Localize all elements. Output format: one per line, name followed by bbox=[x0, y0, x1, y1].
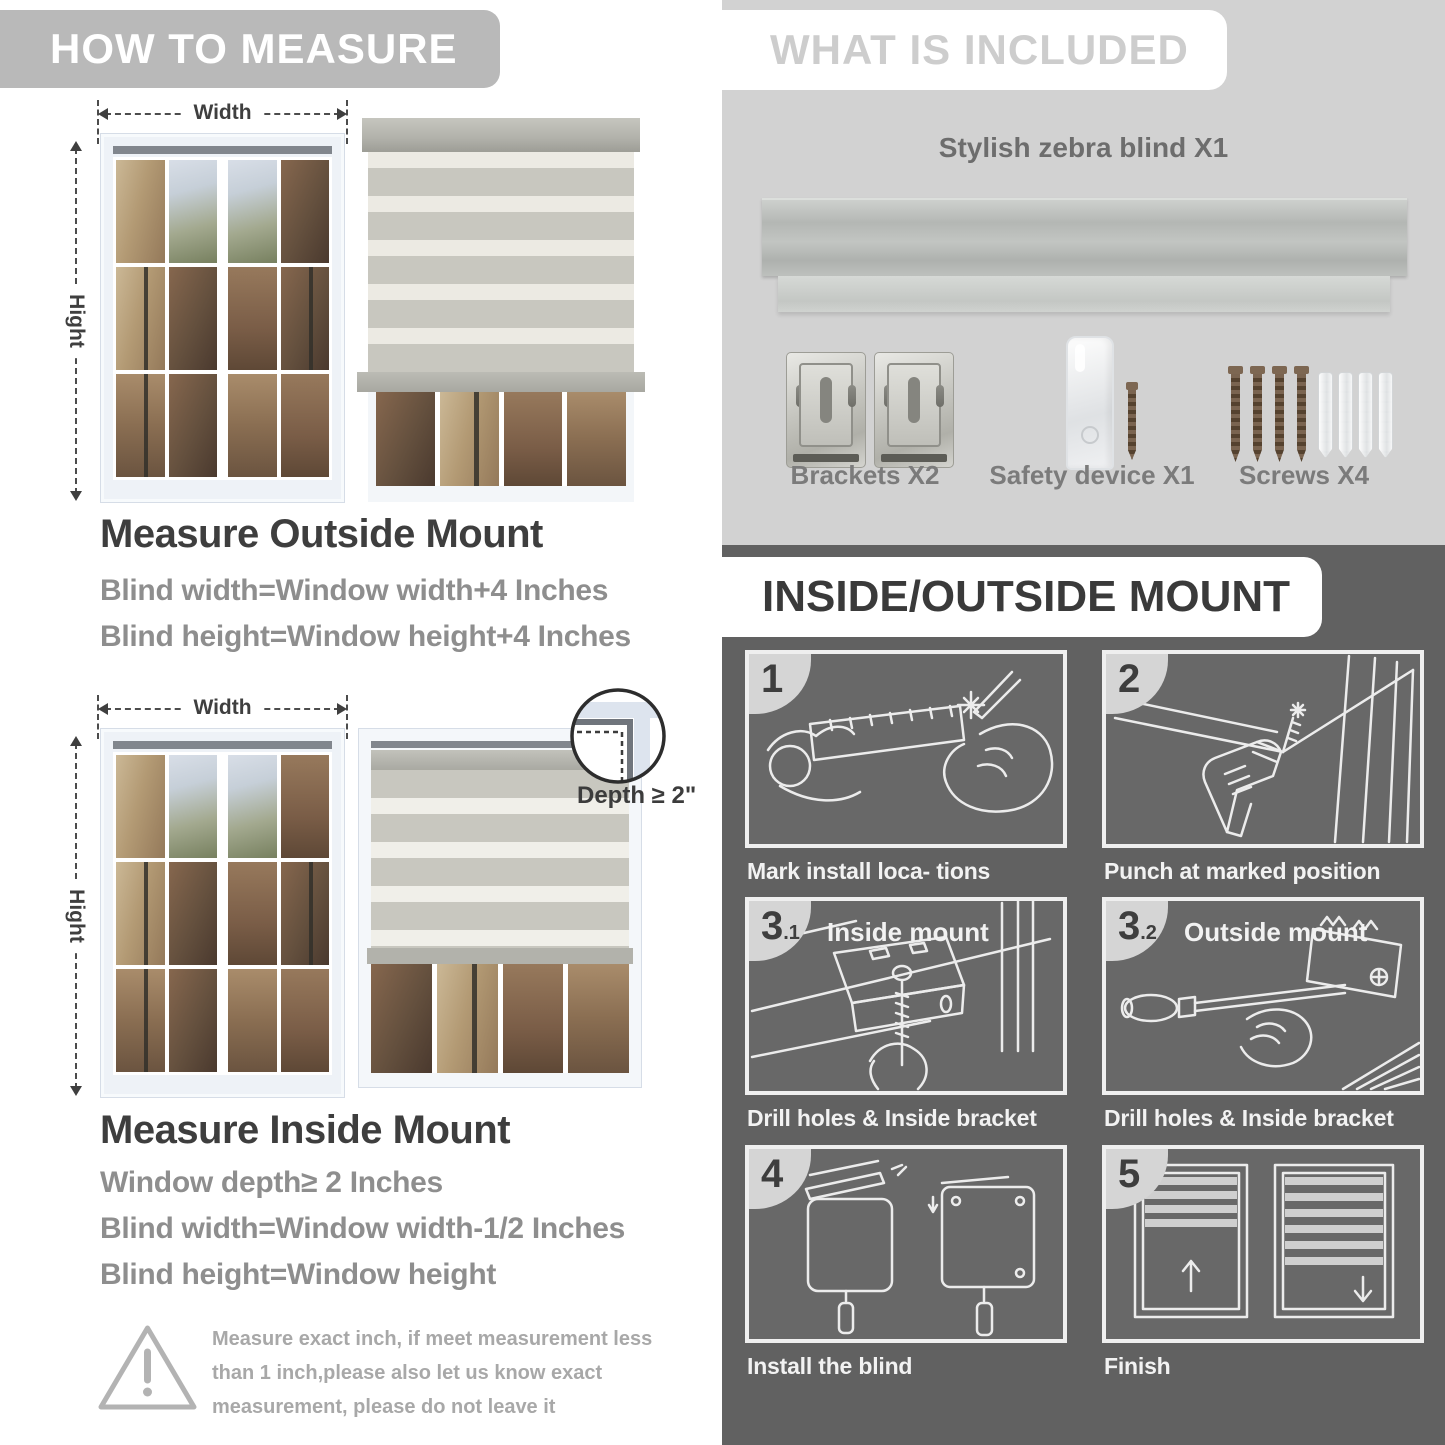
window-illustration-outside bbox=[100, 133, 345, 503]
step-caption: Punch at marked position bbox=[1104, 858, 1381, 884]
step-caption: Drill holes & Inside bracket bbox=[1104, 1105, 1394, 1131]
window-track bbox=[113, 741, 332, 749]
window-pane bbox=[116, 374, 165, 477]
window-pane bbox=[568, 964, 629, 1073]
mount-steps-section bbox=[722, 545, 1445, 1445]
window-pane bbox=[169, 755, 218, 858]
width-annotation-inside bbox=[97, 695, 348, 723]
blind-bottomrail bbox=[357, 372, 645, 392]
product-label: Stylish zebra blind X1 bbox=[938, 132, 1229, 163]
dimension-tick bbox=[346, 100, 348, 144]
step-number-badge: 1 bbox=[749, 654, 811, 714]
safety-device-photo bbox=[1066, 336, 1114, 470]
arrow-left-icon bbox=[98, 703, 108, 715]
step-inner-title: Outside mount bbox=[1184, 917, 1368, 947]
brackets-label: Brackets X2 bbox=[790, 460, 940, 490]
window-pane bbox=[281, 374, 330, 477]
step-number-badge: 3.1 bbox=[749, 901, 811, 961]
window-pane bbox=[281, 755, 330, 858]
outside-width-formula: Blind width=Window width+4 Inches bbox=[100, 574, 609, 607]
window-pane bbox=[228, 969, 277, 1072]
window-lower-part bbox=[371, 964, 629, 1073]
window-pane bbox=[371, 964, 432, 1073]
step-number-badge: 5 bbox=[1106, 1149, 1168, 1209]
step-box-3-1 bbox=[745, 897, 1067, 1095]
arrow-right-icon bbox=[337, 703, 347, 715]
arrow-right-icon bbox=[337, 108, 347, 120]
bracket-photo bbox=[874, 352, 954, 468]
blind-headrail bbox=[362, 118, 640, 152]
window-lower-part bbox=[368, 392, 634, 502]
window-pane bbox=[169, 160, 218, 263]
step-number-badge: 3.2 bbox=[1106, 901, 1168, 961]
window-pane bbox=[281, 160, 330, 263]
step-caption: Drill holes & Inside bracket bbox=[747, 1105, 1037, 1131]
screw-photo bbox=[1250, 366, 1265, 462]
window-pane bbox=[437, 964, 498, 1073]
dimension-tick bbox=[97, 100, 99, 144]
right-column bbox=[722, 0, 1445, 1445]
step-box-2 bbox=[1102, 650, 1424, 848]
blind-bottomrail-photo bbox=[778, 276, 1390, 312]
window-pane bbox=[281, 267, 330, 370]
window-pane bbox=[440, 392, 499, 486]
arrow-down-icon bbox=[70, 491, 82, 501]
how-to-measure-header: HOW TO MEASURE bbox=[0, 10, 500, 88]
depth-label: Depth ≥ 2" bbox=[577, 782, 697, 809]
window-panel bbox=[225, 157, 332, 480]
warning-triangle-icon bbox=[95, 1320, 200, 1415]
dimension-tick bbox=[97, 695, 99, 739]
window-pane bbox=[228, 267, 277, 370]
outside-mount-title: Measure Outside Mount bbox=[100, 512, 543, 556]
window-pane bbox=[281, 969, 330, 1072]
arrow-left-icon bbox=[98, 108, 108, 120]
wall-anchor-photo bbox=[1378, 372, 1393, 458]
screw-photo bbox=[1272, 366, 1287, 462]
step-box-4 bbox=[745, 1145, 1067, 1343]
window-pane bbox=[504, 392, 563, 486]
inside-mount-title: Measure Inside Mount bbox=[100, 1108, 511, 1152]
mount-section-header: INSIDE/OUTSIDE MOUNT bbox=[722, 557, 1322, 637]
window-pane bbox=[116, 969, 165, 1072]
window-pane bbox=[116, 160, 165, 263]
window-panel bbox=[113, 752, 220, 1075]
window-pane bbox=[169, 374, 218, 477]
window-pane bbox=[169, 969, 218, 1072]
window-pane bbox=[116, 755, 165, 858]
window-pane bbox=[116, 267, 165, 370]
inside-height-formula: Blind height=Window height bbox=[100, 1258, 497, 1291]
inside-width-formula: Blind width=Window width-1/2 Inches bbox=[100, 1212, 626, 1245]
safety-device-label: Safety device X1 bbox=[989, 460, 1195, 490]
step-caption: Mark install loca- tions bbox=[747, 858, 991, 884]
step-caption: Install the blind bbox=[747, 1353, 913, 1379]
zebra-blind-illustration-outside bbox=[362, 118, 640, 502]
step-box-3-2 bbox=[1102, 897, 1424, 1095]
measurement-warning-text: Measure exact inch, if meet measurement less than 1 inch,please also let us know exact measurement, please do not leave it bbox=[212, 1328, 653, 1418]
window-pane bbox=[567, 392, 626, 486]
what-is-included-header: WHAT IS INCLUDED bbox=[722, 10, 1227, 90]
bracket-slot bbox=[908, 377, 920, 423]
window-pane bbox=[503, 964, 564, 1073]
window-pane bbox=[169, 267, 218, 370]
screw-photo bbox=[1228, 366, 1243, 462]
step-inner-title: Inside mount bbox=[827, 917, 989, 947]
window-pane bbox=[169, 862, 218, 965]
screws-label: Screws X4 bbox=[1238, 460, 1370, 490]
arrow-up-icon bbox=[70, 736, 82, 746]
width-label: Width bbox=[183, 101, 261, 125]
window-panel bbox=[113, 157, 220, 480]
window-track bbox=[113, 146, 332, 154]
outside-height-formula: Blind height=Window height+4 Inches bbox=[100, 620, 631, 653]
bracket-photo bbox=[786, 352, 866, 468]
wall-anchor-photo bbox=[1318, 372, 1333, 458]
step-number-badge: 4 bbox=[749, 1149, 811, 1209]
what-is-included-section bbox=[722, 0, 1445, 557]
blind-zebra-stripes bbox=[368, 152, 634, 372]
window-pane bbox=[228, 755, 277, 858]
window-pane bbox=[281, 862, 330, 965]
bracket-slot bbox=[820, 377, 832, 423]
dimension-tick bbox=[346, 695, 348, 739]
wall-anchor-photo bbox=[1358, 372, 1373, 458]
height-label: Hight bbox=[64, 879, 88, 953]
arrow-down-icon bbox=[70, 1086, 82, 1096]
blind-headrail-photo bbox=[762, 198, 1407, 276]
step-box-5 bbox=[1102, 1145, 1424, 1343]
height-annotation-outside bbox=[62, 140, 90, 502]
depth-magnifier-detail bbox=[568, 686, 668, 786]
window-panel bbox=[225, 752, 332, 1075]
window-pane bbox=[228, 160, 277, 263]
window-illustration-inside bbox=[100, 728, 345, 1098]
step-box-1 bbox=[745, 650, 1067, 848]
screw-photo bbox=[1294, 366, 1309, 462]
blind-bottomrail bbox=[367, 948, 633, 964]
width-annotation-outside bbox=[97, 100, 348, 128]
height-label: Hight bbox=[64, 284, 88, 358]
window-pane bbox=[116, 862, 165, 965]
window-pane bbox=[228, 862, 277, 965]
screw-photo bbox=[1126, 382, 1138, 460]
window-pane bbox=[228, 374, 277, 477]
arrow-up-icon bbox=[70, 141, 82, 151]
width-label: Width bbox=[183, 696, 261, 720]
wall-anchor-photo bbox=[1338, 372, 1353, 458]
step-caption: Finish bbox=[1104, 1353, 1171, 1379]
inside-depth-rule: Window depth≥ 2 Inches bbox=[100, 1166, 443, 1199]
height-annotation-inside bbox=[62, 735, 90, 1097]
step-number-badge: 2 bbox=[1106, 654, 1168, 714]
window-pane bbox=[376, 392, 435, 486]
